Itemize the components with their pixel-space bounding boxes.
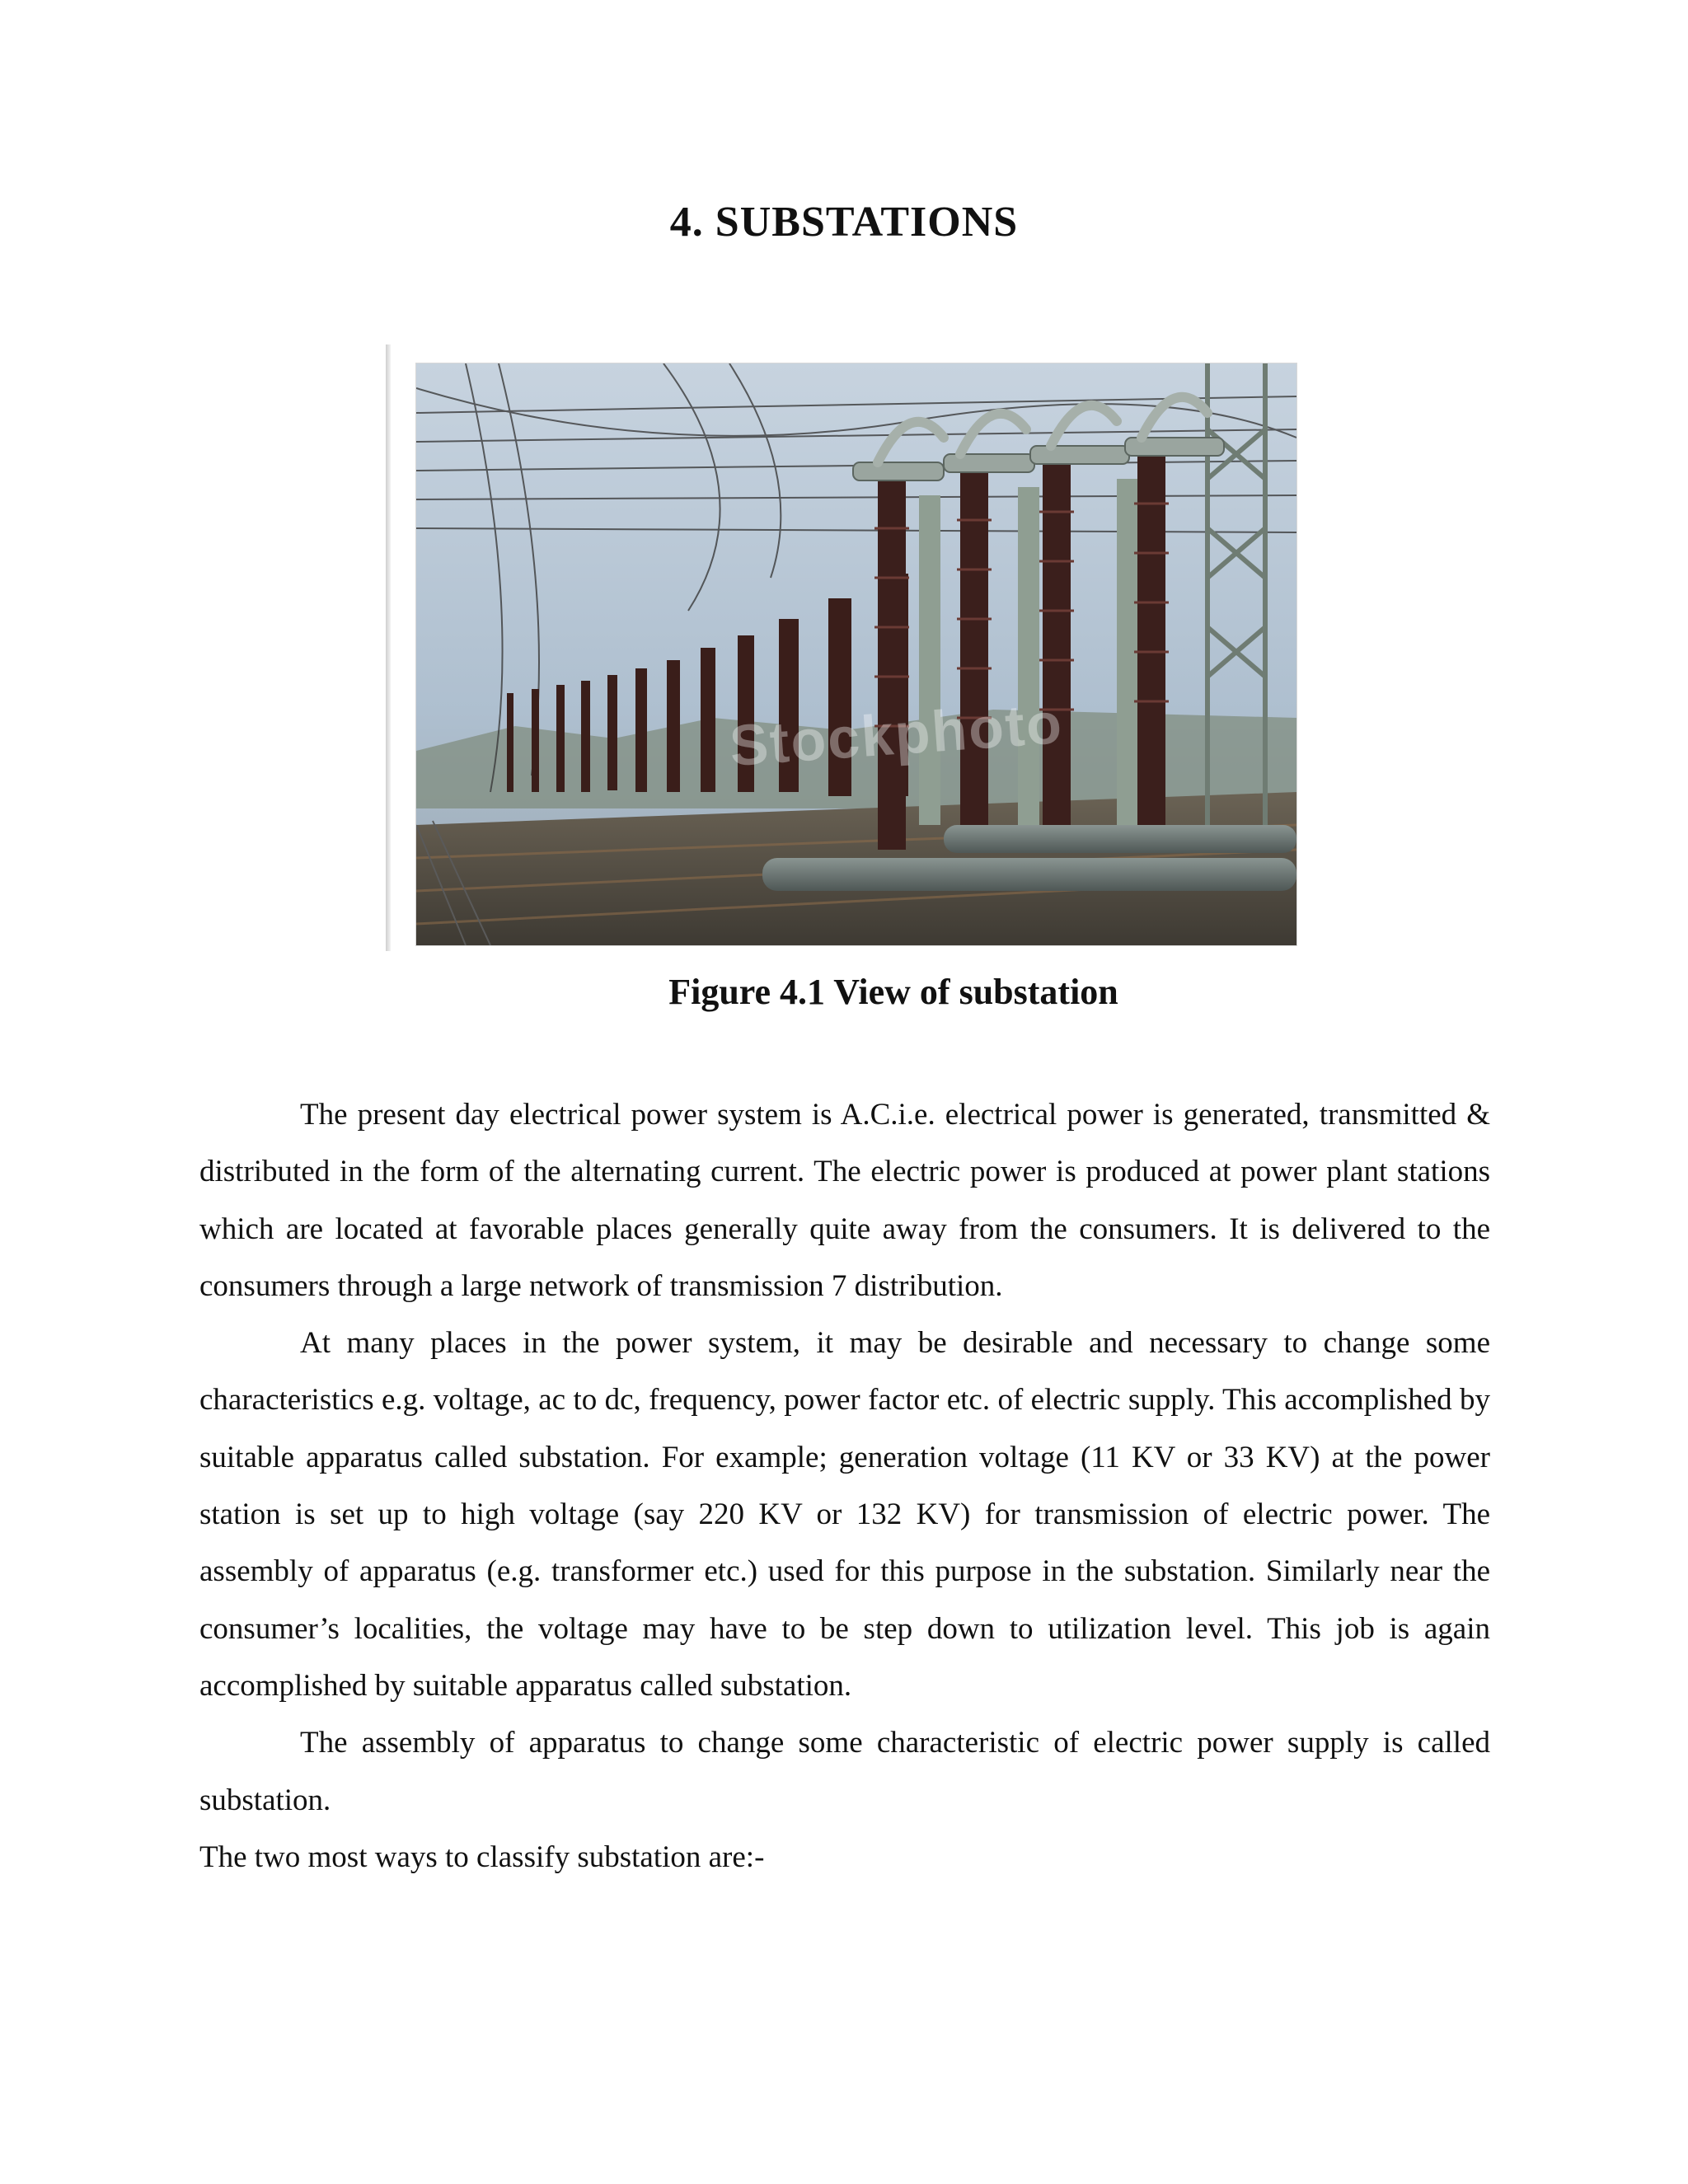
figure-caption: Figure 4.1 View of substation [668,972,1118,1012]
figure-border [386,344,391,951]
paragraph: At many places in the power system, it may be desirable and necessary to change some characteristics e.g. voltage, ac to dc, frequency, power factor etc. of electric supply. This accomplished by suitable apparatus called substation. For example; generation voltage (11 KV or 33 KV) at the power station is set up to high voltage (say 220 KV or 132 KV) for transmission of electric power. The assembly of apparatus (e.g. transformer etc.) used for this purpose in the substation. Similarly near the consumer’s localities, the voltage may have to be step down to utilization level. This job is again accomplished by suitable apparatus called substation. [199,1326,1490,1703]
paragraph: The assembly of apparatus to change some characteristic of electric power supply is called substation. [199,1726,1490,1817]
substation-photo [415,363,1297,946]
figure [386,344,1296,951]
paragraph: The present day electrical power system is A.C.i.e. electrical power is generated, transmitted & distributed in the form of the alternating current. The electric power is produced at power plant stations which are located at favorable places generally quite away from the consumers. It is delivered to the consumers through a large network of transmission 7 distribution. [199,1098,1490,1303]
photo-watermark: Stockphoto [727,690,1066,779]
section-heading: 4. SUBSTATIONS [669,199,1019,246]
body-text [199,1086,1490,1886]
paragraph: The two most ways to classify substation are:- [199,1840,765,1874]
